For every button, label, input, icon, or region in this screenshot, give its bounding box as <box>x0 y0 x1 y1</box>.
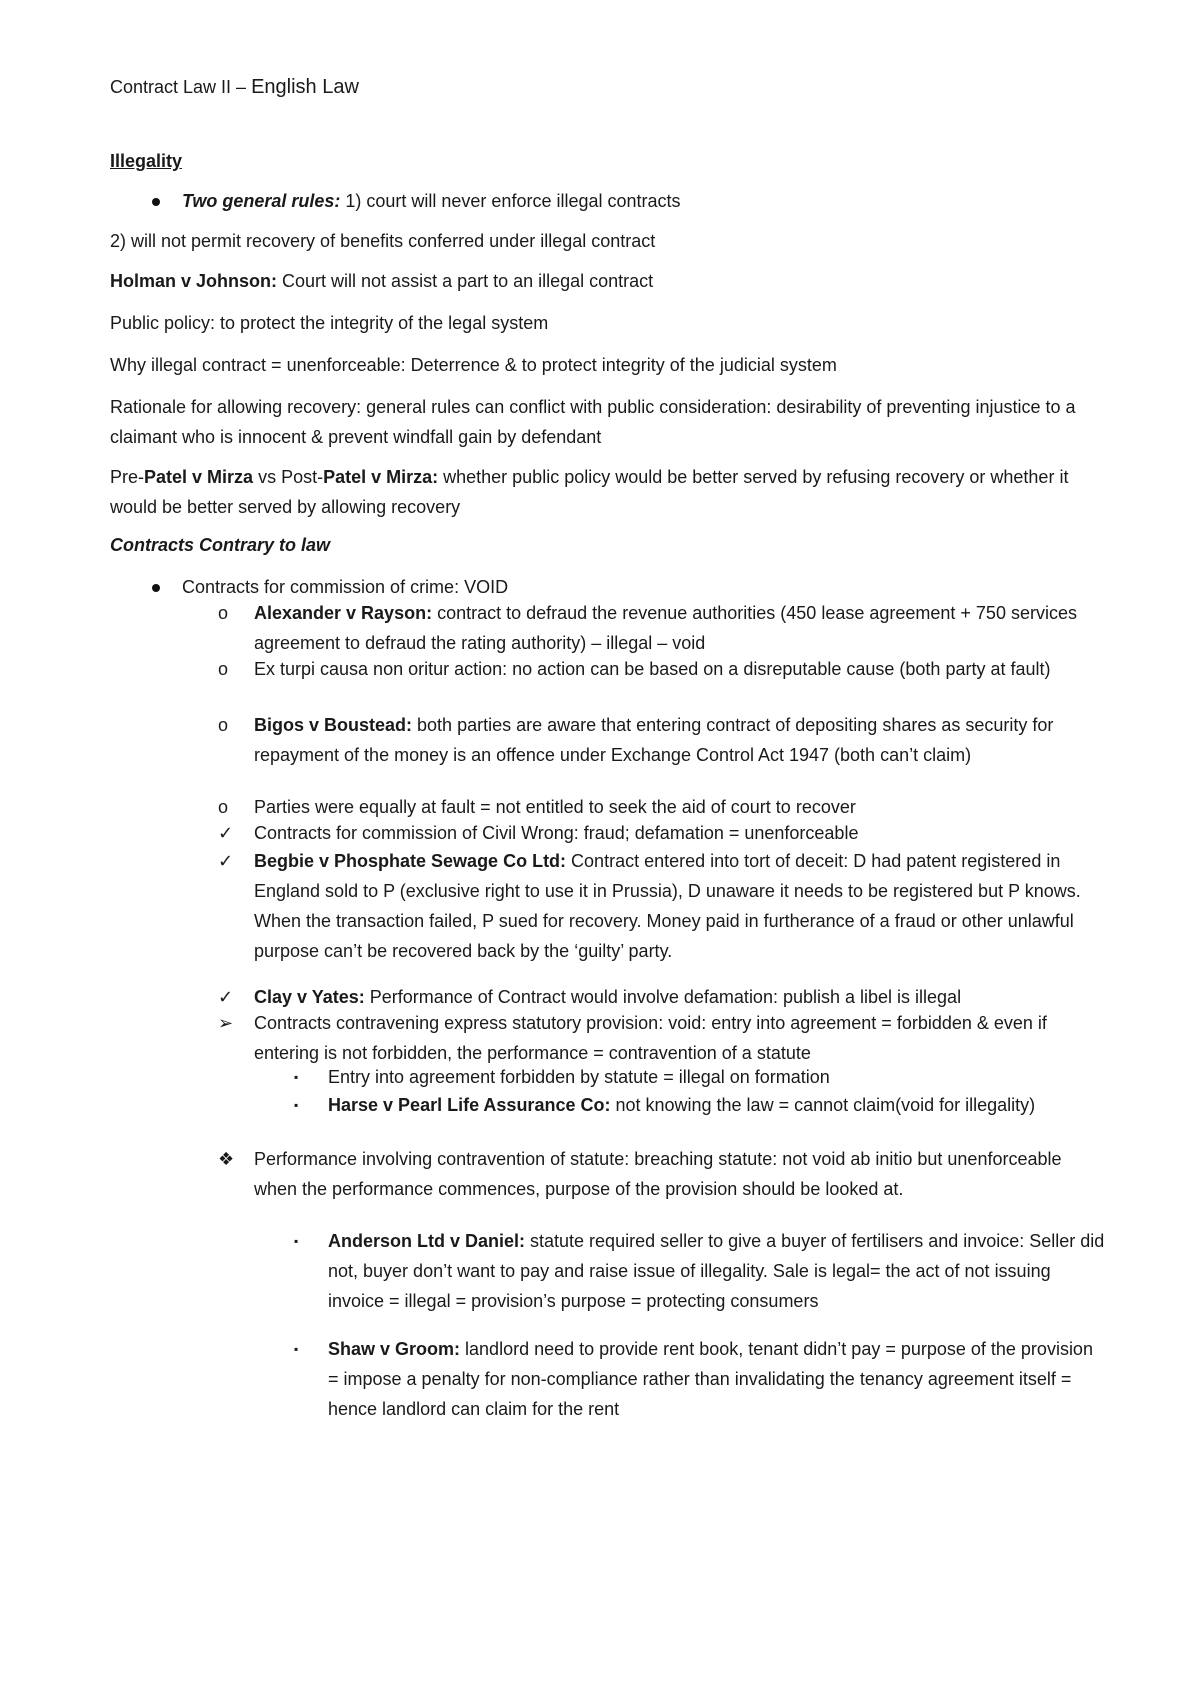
anderson-item <box>328 1226 1108 1316</box>
shaw-item <box>328 1334 1108 1424</box>
rule-1: 1) court will never enforce illegal contracts <box>340 191 681 211</box>
check-icon: ✓ <box>218 987 234 1007</box>
bullet-dot <box>152 198 160 206</box>
alexander-text: contract to defraud the revenue authorities (450 lease agreement + 750 services agreement to defraud the rating authority) – illegal – void <box>254 603 1077 653</box>
bigos-text: both parties are aware that entering contract of depositing shares as security for repayment of the money is an offence under Exchange Control Act 1947 (both can’t claim) <box>254 715 1054 765</box>
circle-marker: o <box>218 715 229 735</box>
equally-fault-item: Parties were equally at fault = not entitled to seek the aid of court to recover <box>254 797 856 817</box>
header-suffix: English Law <box>251 76 359 98</box>
alexander-case: Alexander v Rayson: <box>254 603 433 623</box>
crime-item: Contracts for commission of crime: VOID <box>182 577 509 597</box>
shaw-text: landlord need to provide rent book, tenant didn’t pay = purpose of the provision = impose a penalty for non-compliance rather than invalidating the tenancy agreement itself = hence landlord can claim for the rent <box>328 1339 1093 1419</box>
holman-case: Holman v Johnson: <box>110 271 278 291</box>
public-policy: Public policy: to protect the integrity of the legal system <box>110 313 549 333</box>
begbie-text: Contract entered into tort of deceit: D had patent registered in England sold to P (exclusive right to use it in Prussia), D unaware it needs to be registered but P knows. When the transaction failed, P sued for recovery. Money paid in furtherance of a fraud or other unlawful purpose can’t be recovered back by the ‘guilty’ party. <box>254 851 1081 961</box>
bigos-case: Bigos v Boustead: <box>254 715 413 735</box>
section-heading: Contracts Contrary to law <box>110 535 331 555</box>
alexander-item <box>254 598 1104 658</box>
entry-forbidden-item: Entry into agreement forbidden by statute = illegal on formation <box>328 1067 830 1087</box>
rules-bullet <box>152 186 160 216</box>
document-header <box>110 72 359 102</box>
clay-text: Performance of Contract would involve defamation: publish a libel is illegal <box>364 987 962 1007</box>
begbie-item <box>254 846 1104 966</box>
rule-2: 2) will not permit recovery of benefits conferred under illegal contract <box>110 231 656 251</box>
statutory-item: Contracts contravening express statutory provision: void: entry into agreement = forbidden & even if entering is not forbidden, the performance = contravention of a statute <box>254 1013 1047 1063</box>
check-icon: ✓ <box>218 851 234 871</box>
patel-case-1: Patel v Mirza <box>144 467 254 487</box>
circle-marker: o <box>218 603 229 623</box>
clay-case: Clay v Yates: <box>254 987 365 1007</box>
page-title: Illegality <box>110 151 183 171</box>
ex-turpi-item: Ex turpi causa non oritur action: no action can be based on a disreputable cause (both party at fault) <box>254 659 1051 679</box>
rules-line <box>182 186 681 216</box>
diamond-icon: ❖ <box>218 1149 235 1169</box>
performance-item: Performance involving contravention of statute: breaching statute: not void ab initio but unenforceable when the performance commences, purpose of the provision should be looked at. <box>254 1149 1062 1199</box>
patel-case-2: Patel v Mirza: <box>323 467 439 487</box>
harse-case: Harse v Pearl Life Assurance Co: <box>328 1095 611 1115</box>
anderson-text: statute required seller to give a buyer of fertilisers and invoice: Seller did not, buyer don’t want to pay and raise issue of illegality. Sale is legal= the act of not issuing invoice = illegal = provision’s purpose = protecting consumers <box>328 1231 1105 1311</box>
rationale: Rationale for allowing recovery: general rules can conflict with public consideration: desirability of preventing injustice to a claimant who is innocent & prevent windfall gain by defendant <box>110 397 1076 447</box>
patel-vs: vs Post- <box>253 467 324 487</box>
patel-pre: Pre- <box>110 467 145 487</box>
circle-marker: o <box>218 797 229 817</box>
circle-marker: o <box>218 659 229 679</box>
anderson-case: Anderson Ltd v Daniel: <box>328 1231 526 1251</box>
why-illegal: Why illegal contract = unenforceable: Deterrence & to protect integrity of the judicial system <box>110 355 837 375</box>
bullet-dot <box>152 584 160 592</box>
holman-text: Court will not assist a part to an illegal contract <box>277 271 654 291</box>
crime-bullet <box>152 572 160 602</box>
square-bullet-icon: ▪ <box>294 1070 299 1084</box>
shaw-case: Shaw v Groom: <box>328 1339 461 1359</box>
begbie-case: Begbie v Phosphate Sewage Co Ltd: <box>254 851 567 871</box>
square-bullet-icon: ▪ <box>294 1098 299 1112</box>
patel-text: whether public policy would be better served by refusing recovery or whether it would be better served by allowing recovery <box>110 467 1069 517</box>
harse-text: not knowing the law = cannot claim(void for illegality) <box>610 1095 1036 1115</box>
arrow-icon: ➢ <box>218 1013 234 1033</box>
rules-label: Two general rules: <box>182 191 341 211</box>
header-prefix: Contract Law II – <box>110 77 252 97</box>
civil-wrong-item: Contracts for commission of Civil Wrong: fraud; defamation = unenforceable <box>254 823 859 843</box>
patel-line <box>110 462 1100 522</box>
harse-item <box>328 1090 1108 1120</box>
check-icon: ✓ <box>218 823 234 843</box>
square-bullet-icon: ▪ <box>294 1234 299 1248</box>
bigos-item <box>254 710 1104 770</box>
square-bullet-icon: ▪ <box>294 1342 299 1356</box>
holman-line <box>110 266 653 296</box>
